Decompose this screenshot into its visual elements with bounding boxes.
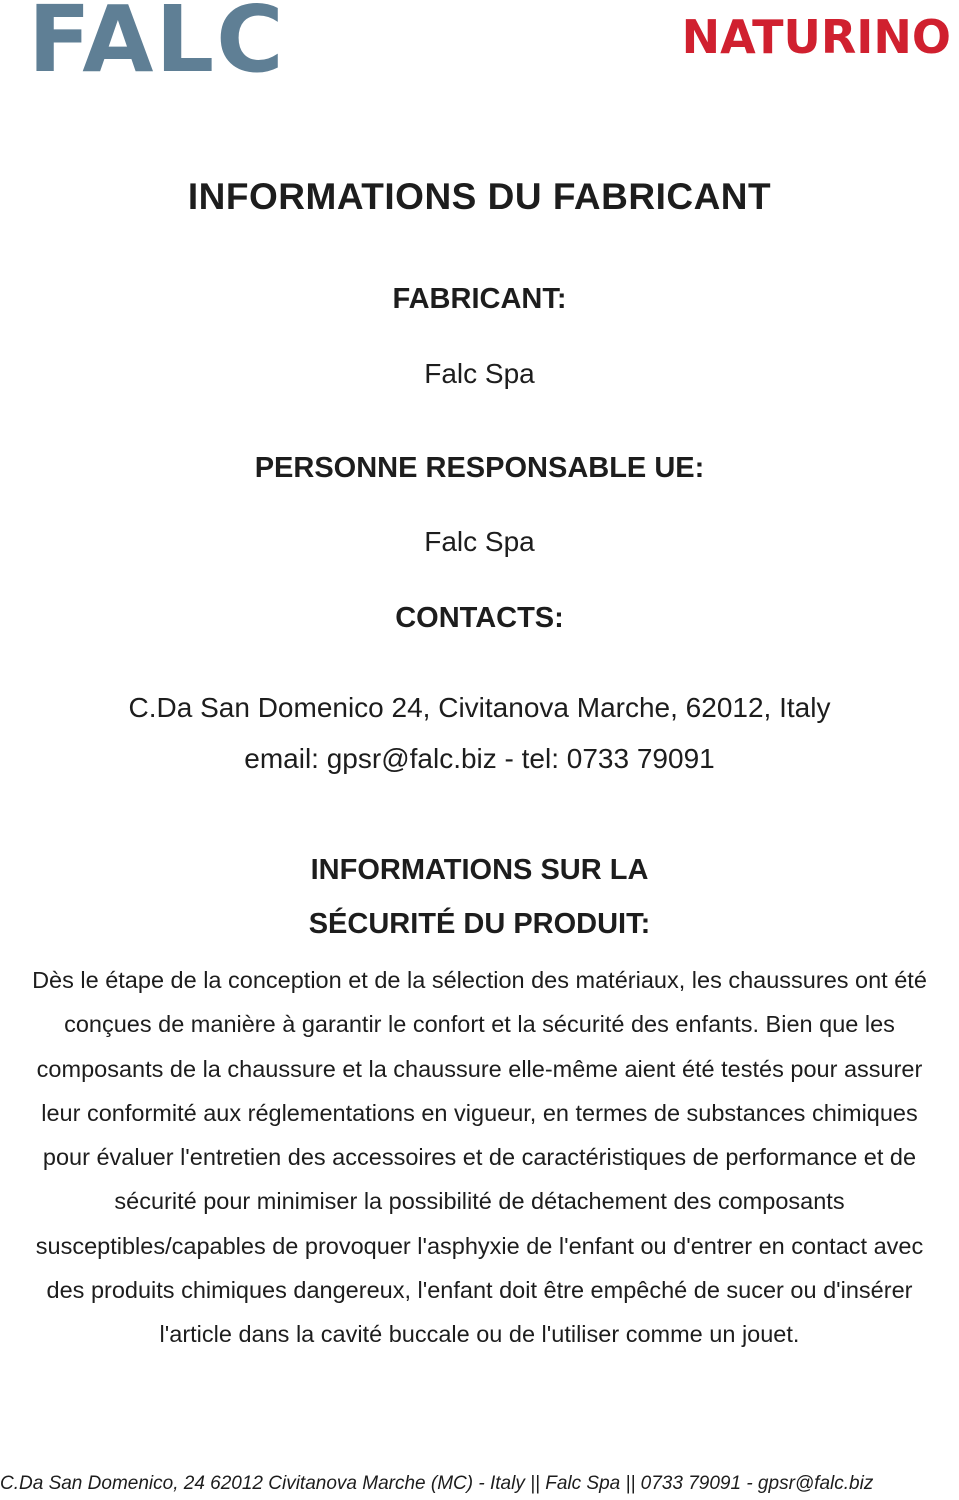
safety-heading-line2: SÉCURITÉ DU PRODUIT: bbox=[308, 908, 651, 940]
safety-heading-line1: INFORMATIONS SUR LA bbox=[310, 854, 649, 886]
safety-body-text: Dès le étape de la conception et de la sélection des matériaux, les chaussures ont été conçues de manière à garantir le confort et la sécurité des enfants. Bien que les composants de la chaussure et la chaussure elle-même aient été testés pour assurer leur conformité aux réglementations en vigueur, en termes de substances chimiques pour évaluer l'entretien des accessoires et de caractéristiques de performance et de sécurité pour minimiser la possibilité de détachement des composants susceptibles/capables de provoquer l'asphyxie de l'enfant ou d'entrer en contact avec des produits chimiques dangereux, l'enfant doit être empêché de sucer ou d'insérer l'article dans la cavité buccale ou de l'utiliser comme un jouet. bbox=[32, 967, 927, 1348]
eu-responsible-value: Falc Spa bbox=[424, 526, 535, 557]
contact-email-phone: email: gpsr@falc.biz - tel: 0733 79091 bbox=[244, 743, 715, 774]
footer-text: C.Da San Domenico, 24 62012 Civitanova Marche (MC) - Italy || Falc Spa || 0733 79091 - gpsr@falc.biz bbox=[0, 1473, 874, 1494]
manufacturer-heading: FABRICANT: bbox=[392, 283, 567, 315]
page-title: INFORMATIONS DU FABRICANT bbox=[187, 176, 772, 217]
manufacturer-value: Falc Spa bbox=[424, 358, 535, 389]
eu-responsible-heading: PERSONNE RESPONSABLE UE: bbox=[254, 452, 705, 484]
contacts-heading: CONTACTS: bbox=[395, 602, 564, 634]
safety-heading bbox=[0, 843, 959, 951]
naturino-logo: NATURINO bbox=[681, 10, 951, 64]
contact-address: C.Da San Domenico 24, Civitanova Marche, 62012, Italy bbox=[128, 692, 831, 723]
falc-logo: FALC bbox=[28, 0, 286, 93]
